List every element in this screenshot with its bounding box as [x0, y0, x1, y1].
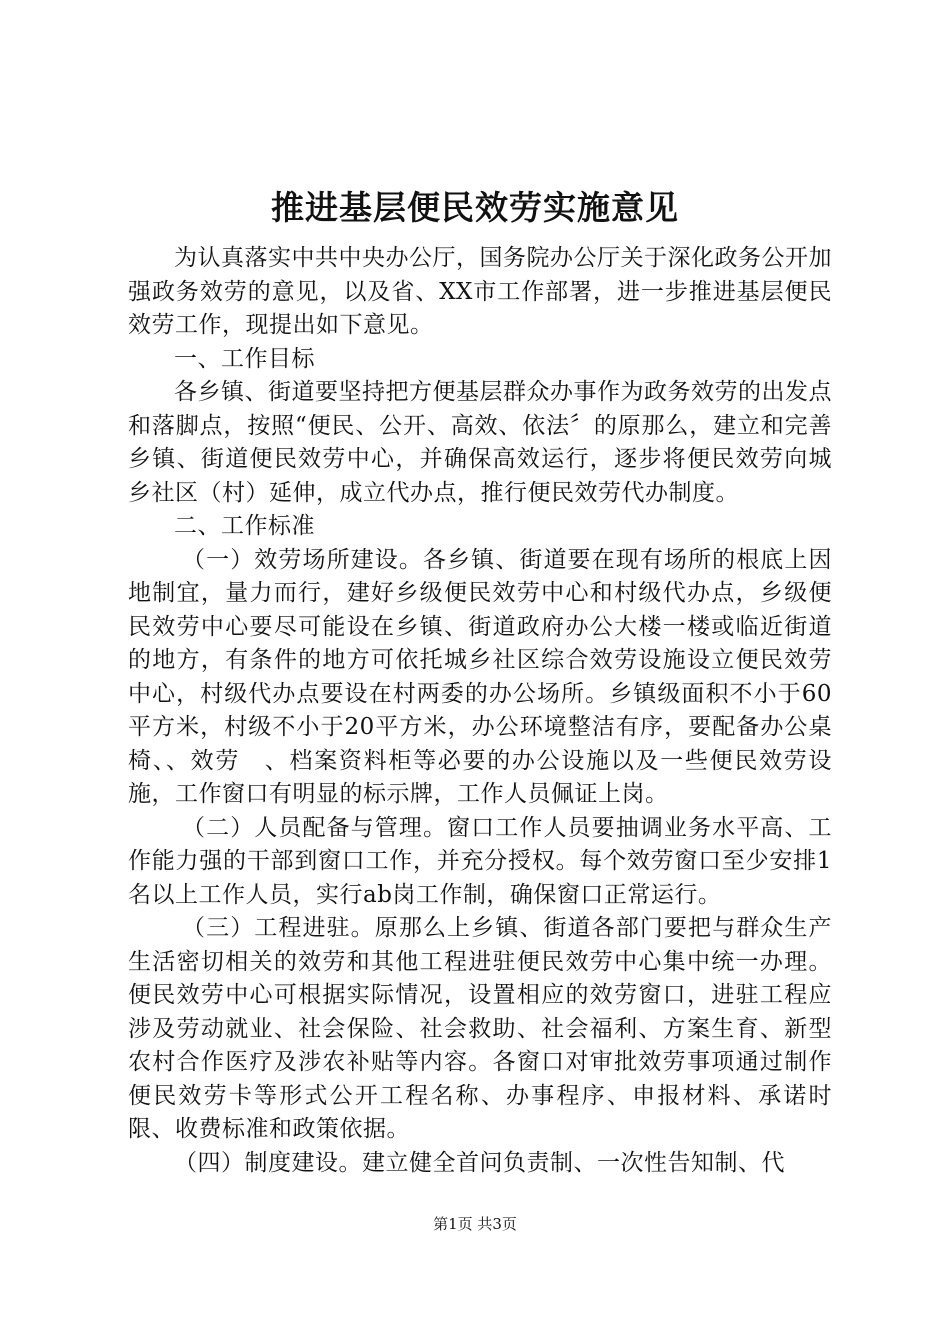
document-body — [128, 242, 832, 1180]
section-heading-goals: 一、工作目标 — [174, 345, 315, 372]
paragraph-system: （四）制度建设。建立健全首问负责制、一次性告知制、代 — [174, 1149, 785, 1176]
paragraph-venue: （一）效劳场所建设。各乡镇、街道要在现有场所的根底上因地制宜，量力而行，建好乡级便民效劳中心和村级代办点，乡级便民效劳中心要尽可能设在乡镇、街道政府办公大楼一楼或临近街道的地方，有条件的地方可依托城乡社区综合效劳设施设立便民效劳中心，村级代办点要设在村两委的办公场所。乡镇级面积不小于60平方米，村级不小于20平方米，办公环境整洁有序，要配备办公桌椅、、效劳 、档案资料柜等必要的办公设施以及一些便民效劳设施，工作窗口有明显的标示牌，工作人员佩证上岗。 — [128, 546, 832, 807]
paragraph-items: （三）工程进驻。原那么上乡镇、街道各部门要把与群众生产生活密切相关的效劳和其他工程进驻便民效劳中心集中统一办理。便民效劳中心可根据实际情况，设置相应的效劳窗口，进驻工程应涉及劳动就业、社会保险、社会救助、社会福利、方案生育、新型农村合作医疗及涉农补贴等内容。各窗口对审批效劳事项通过制作便民效劳卡等形式公开工程名称、办事程序、申报材料、承诺时限、收费标准和政策依据。 — [128, 915, 832, 1142]
section-heading-standards: 二、工作标准 — [174, 513, 315, 539]
page-number: 第1页 共3页 — [433, 1215, 517, 1233]
paragraph-goals: 各乡镇、街道要坚持把方便基层群众办事作为政务效劳的出发点和落脚点，按照“便民、公开、高效、依法〞的原那么，建立和完善乡镇、街道便民效劳中心，并确保高效运行，逐步将便民效劳向城乡社区（村）延伸，成立代办点，推行便民效劳代办制度。 — [128, 379, 832, 506]
document-title: 推进基层便民效劳实施意见 — [271, 188, 679, 227]
paragraph-staffing: （二）人员配备与管理。窗口工作人员要抽调业务水平高、工作能力强的干部到窗口工作，并充分授权。每个效劳窗口至少安排1名以上工作人员，实行ab岗工作制，确保窗口正常运行。 — [128, 814, 832, 908]
paragraph-intro: 为认真落实中共中央办公厅，国务院办公厅关于深化政务公开加强政务效劳的意见，以及省、XX市工作部署，进一步推进基层便民效劳工作，现提出如下意见。 — [128, 245, 832, 338]
